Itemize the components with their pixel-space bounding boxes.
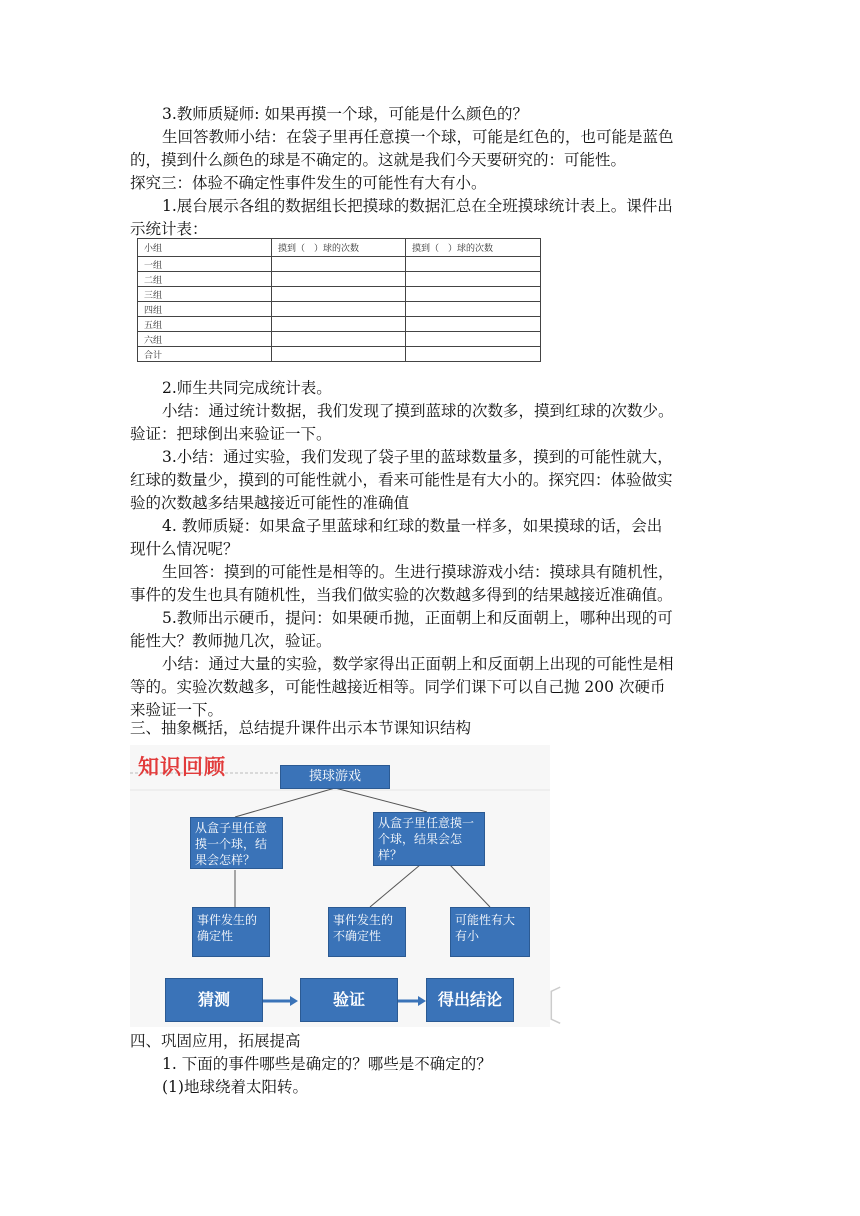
table-cell: [406, 257, 541, 272]
paragraph-summary-3-end: 验的次数越多结果越接近可能性的准确值: [130, 494, 410, 512]
table-cell: [272, 317, 406, 332]
table-cell: [406, 287, 541, 302]
heading-explore-three: 探究三：体验不确定性事件发生的可能性有大有小。: [130, 174, 487, 192]
table-cell: [272, 257, 406, 272]
diagram-title: 知识回顾: [138, 755, 226, 779]
table-cell: [406, 332, 541, 347]
paragraph-student-answer-4: 生回答：摸到的可能性是相等的。生进行摸球游戏小结：摸球具有随机性，: [162, 563, 674, 581]
connector-root-right: [335, 788, 427, 812]
diagram-step-guess: 猜测: [165, 978, 263, 1022]
paragraph-summary-3: 3.小结：通过实验，我们发现了袋子里的蓝球数量多，摸到的可能性就大，: [162, 448, 673, 466]
paragraph-complete-table: 2.师生共同完成统计表。: [162, 379, 332, 397]
diagram-step-conclude: 得出结论: [426, 978, 514, 1022]
table-cell: [406, 347, 541, 362]
table-row-label: 二组: [138, 272, 272, 287]
heading-section-three: 三、抽象概括，总结提升课件出示本节课知识结构: [130, 719, 472, 737]
table-row-label: 三组: [138, 287, 272, 302]
table-header-group: 小组: [138, 239, 272, 257]
diagram-leaf-possibility: 可能性有大有小: [450, 907, 530, 957]
table-row-label: 五组: [138, 317, 272, 332]
table-row-label: 六组: [138, 332, 272, 347]
table-row: [138, 347, 541, 362]
table-cell: [272, 302, 406, 317]
table-row: [138, 332, 541, 347]
diagram-right-question-box: 从盒子里任意摸一个球，结果会怎样？: [373, 812, 485, 866]
arrow-head-2: [418, 996, 426, 1006]
diagram-leaf-uncertain: 事件发生的不确定性: [328, 907, 406, 957]
table-row: [138, 257, 541, 272]
table-cell: [406, 302, 541, 317]
table-cell: [272, 332, 406, 347]
diagram-left-question-box: 从盒子里任意摸一个球，结果会怎样？: [190, 817, 283, 869]
faded-glyph-decoration: 〔: [522, 984, 562, 1030]
table-cell: [272, 347, 406, 362]
table-cell: [272, 287, 406, 302]
table-row-label: 合计: [138, 347, 272, 362]
table-cell: [406, 272, 541, 287]
table-row: [138, 287, 541, 302]
table-row: [138, 272, 541, 287]
table-header-count-b: 摸到（ ）球的次数: [406, 239, 541, 257]
connector-right-leaf2: [370, 865, 420, 907]
paragraph-coin-summary: 小结：通过大量的实验，数学家得出正面朝上和反面朝上出现的可能性是相: [162, 655, 674, 673]
paragraph-summary-3-cont: 红球的数量少，摸到的可能性就小，看来可能性是有大小的。探究四：体验做实: [130, 471, 673, 489]
paragraph-verify: 验证：把球倒出来验证一下。: [130, 425, 332, 443]
arrow-head-1: [290, 996, 298, 1006]
paragraph-display: 1.展台展示各组的数据组长把摸球的数据汇总在全班摸球统计表上。课件出: [162, 197, 673, 215]
paragraph-teacher-question-4-cont: 现什么情况呢？: [130, 540, 239, 558]
heading-section-four: 四、巩固应用，拓展提高: [130, 1032, 301, 1050]
paragraph-summary-1: 小结：通过统计数据，我们发现了摸到蓝球的次数多，摸到红球的次数少。: [162, 402, 674, 420]
connector-right-leaf3: [450, 865, 490, 907]
paragraph-exercise-1: 1. 下面的事件哪些是确定的？哪些是不确定的？: [162, 1055, 492, 1073]
statistics-table: [137, 238, 541, 362]
diagram-root-box: 摸球游戏: [280, 765, 390, 789]
paragraph-coin-summary-cont: 等的。实验次数越多，可能性越接近相等。同学们课下可以自己抛 200 次硬币: [130, 678, 666, 696]
table-row-label: 一组: [138, 257, 272, 272]
table-row: [138, 317, 541, 332]
paragraph-coin-summary-end: 来验证一下。: [130, 701, 224, 719]
table-header-row: [138, 239, 541, 257]
paragraph-coin-question-cont: 能性大？教师抛几次，验证。: [130, 632, 332, 650]
diagram-leaf-certain: 事件发生的确定性: [192, 907, 270, 957]
table-cell: [272, 272, 406, 287]
connector-root-left: [235, 788, 335, 817]
knowledge-structure-diagram: [130, 745, 562, 1030]
paragraph-coin-question: 5.教师出示硬币，提问：如果硬币抛，正面朝上和反面朝上，哪种出现的可: [162, 609, 673, 627]
paragraph-display-cont: 示统计表：: [130, 220, 208, 238]
paragraph-teacher-question: 3.教师质疑师: 如果再摸一个球，可能是什么颜色的？: [162, 105, 528, 123]
paragraph-student-answer-cont: 的，摸到什么颜色的球是不确定的。这就是我们今天要研究的：可能性。: [130, 151, 627, 169]
diagram-step-verify: 验证: [300, 978, 398, 1022]
paragraph-student-answer-4-cont: 事件的发生也具有随机性，当我们做实验的次数越多得到的结果越接近准确值。: [130, 586, 673, 604]
table-row: [138, 302, 541, 317]
table-header-count-a: 摸到（ ）球的次数: [272, 239, 406, 257]
table-row-label: 四组: [138, 302, 272, 317]
paragraph-teacher-question-4: 4. 教师质疑：如果盒子里蓝球和红球的数量一样多，如果摸球的话，会出: [162, 517, 663, 535]
table-cell: [406, 317, 541, 332]
paragraph-student-answer: 生回答教师小结：在袋子里再任意摸一个球，可能是红色的，也可能是蓝色: [162, 128, 674, 146]
paragraph-exercise-1-item-1: (1)地球绕着太阳转。: [162, 1078, 308, 1096]
